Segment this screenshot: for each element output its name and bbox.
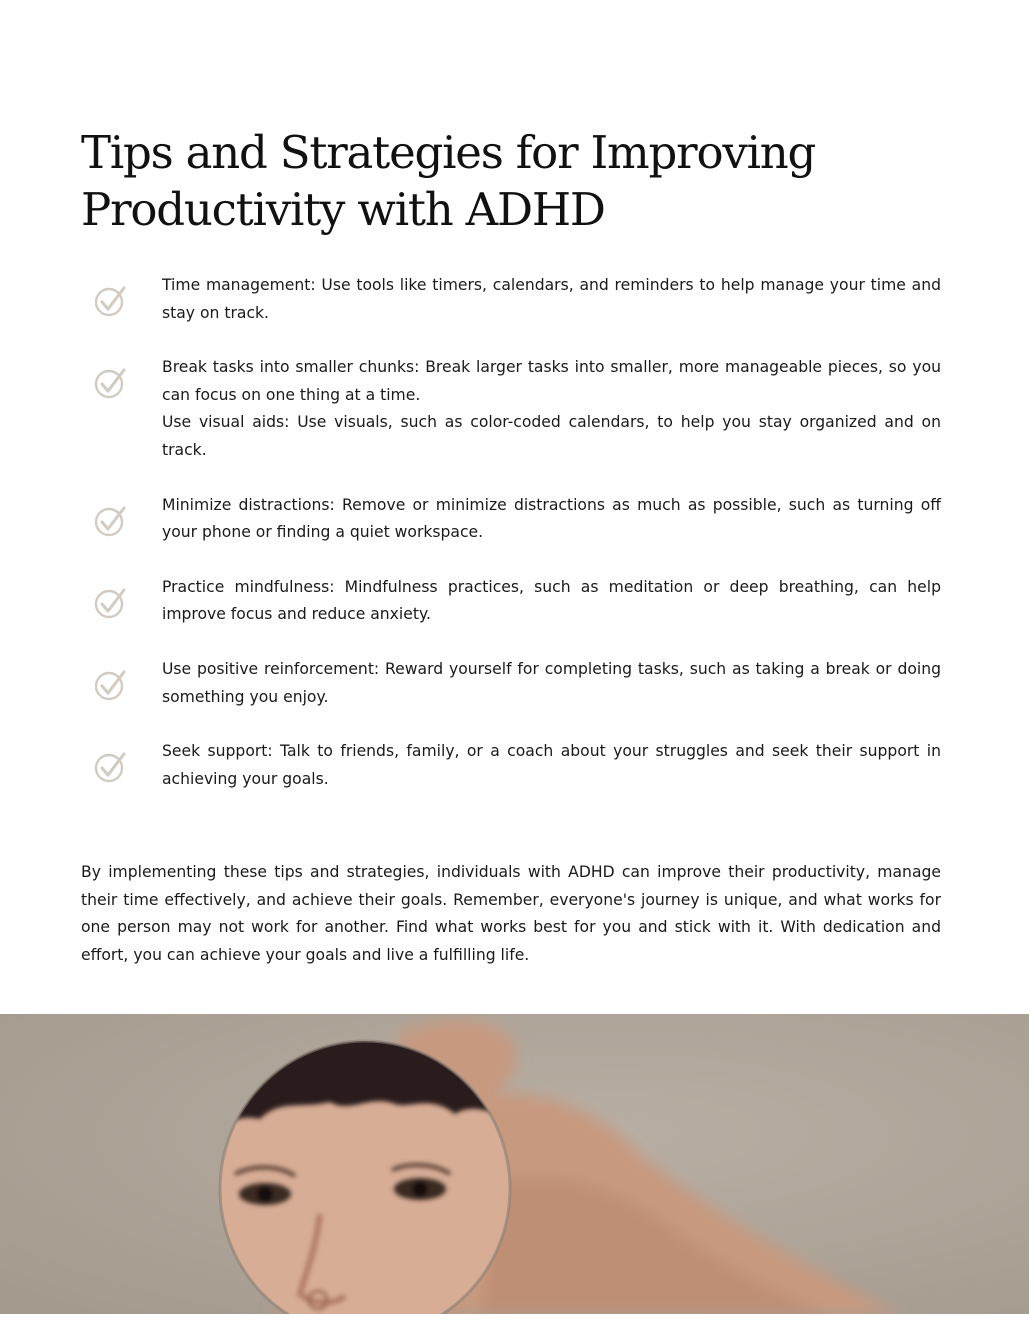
checkmark-circle-icon xyxy=(93,284,127,318)
tip-body xyxy=(162,272,941,327)
tip-item xyxy=(81,656,941,711)
tip-item xyxy=(81,272,941,327)
tip-item xyxy=(81,354,941,464)
checkmark-circle-icon xyxy=(93,750,127,784)
tip-text: Time management: Use tools like timers, calendars, and reminders to help manage your time and stay on track. xyxy=(162,276,941,322)
mirror-photo-illustration xyxy=(0,1014,1029,1314)
checkmark-circle-icon xyxy=(93,668,127,702)
hero-photo xyxy=(0,1014,1029,1314)
tip-text: Minimize distractions: Remove or minimize distractions as much as possible, such as turning off your phone or finding a quiet workspace. xyxy=(162,495,941,542)
checkmark-circle-icon xyxy=(93,504,127,538)
tip-body xyxy=(162,354,941,464)
tip-body xyxy=(162,656,941,711)
conclusion-paragraph: By implementing these tips and strategies, individuals with ADHD can improve their productivity, manage their time effectively, and achieve their goals. Remember, everyone's journey is unique, and what works for one person may not work for another. Find what works best for you and stick with it. With dedication and effort, you can achieve your goals and live a fulfilling life. xyxy=(81,863,941,964)
tip-body xyxy=(162,574,941,629)
tip-item xyxy=(81,492,941,547)
tip-text: Practice mindfulness: Mindfulness practices, such as meditation or deep breathing, can help improve focus and reduce anxiety. xyxy=(162,577,941,624)
page-title: Tips and Strategies for Improving Productivity with ADHD xyxy=(81,126,816,236)
checkmark-circle-icon xyxy=(93,366,127,400)
tip-text: Use positive reinforcement: Reward yourself for completing tasks, such as taking a break or doing something you enjoy. xyxy=(162,659,941,706)
checkmark-circle-icon xyxy=(93,586,127,620)
tip-body xyxy=(162,492,941,547)
tips-list xyxy=(81,272,941,820)
tip-item xyxy=(81,574,941,629)
tip-text: Use visual aids: Use visuals, such as color-coded calendars, to help you stay organized and on track. xyxy=(162,413,941,459)
tip-item xyxy=(81,738,941,793)
tip-body xyxy=(162,738,941,793)
tip-text: Break tasks into smaller chunks: Break larger tasks into smaller, more manageable pieces, so you can focus on one thing at a time. xyxy=(162,358,941,404)
tip-text: Seek support: Talk to friends, family, or a coach about your struggles and seek their support in achieving your goals. xyxy=(162,742,941,788)
